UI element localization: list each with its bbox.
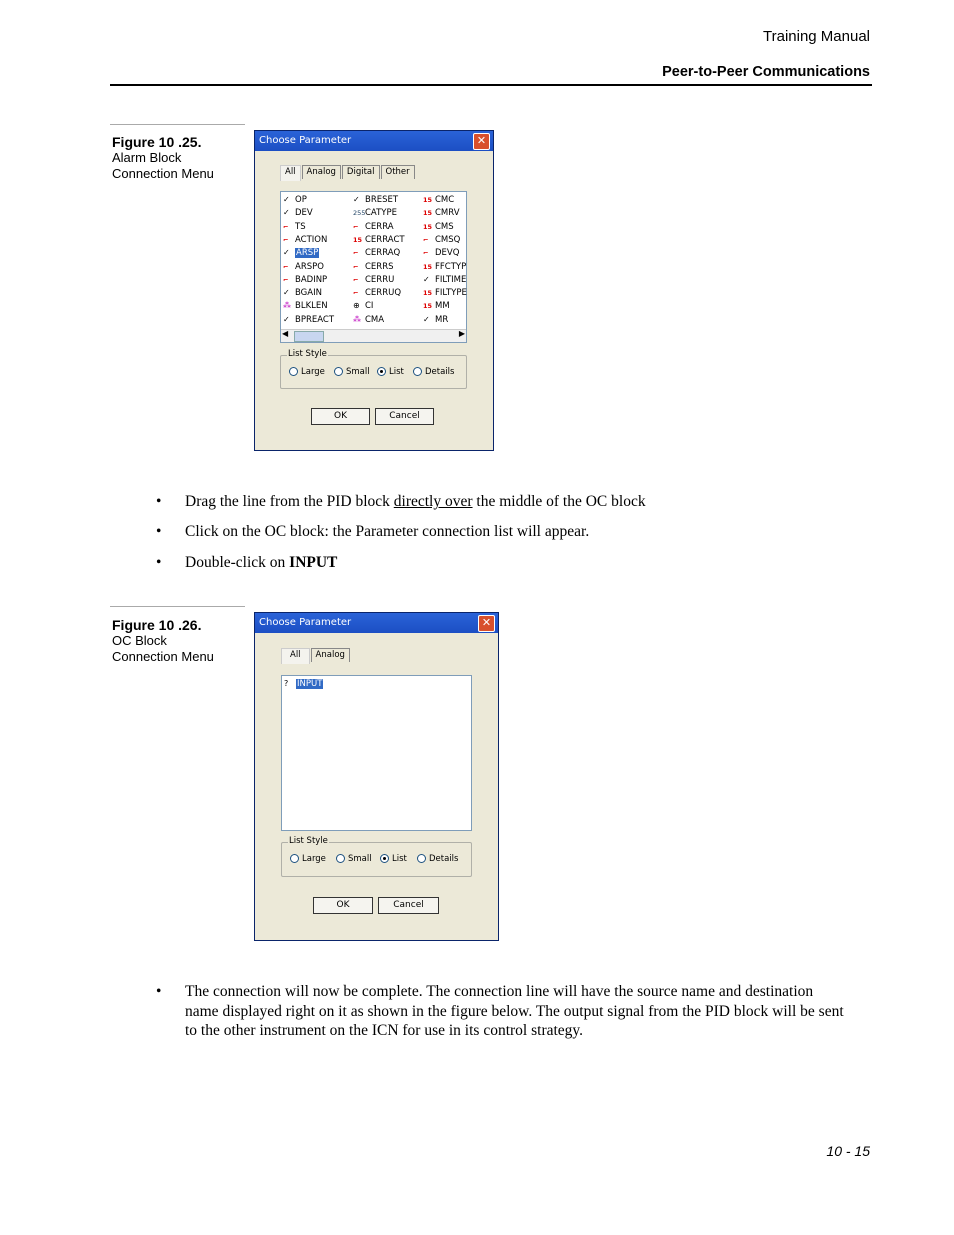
list-item[interactable]	[423, 221, 454, 233]
list-item[interactable]	[284, 678, 323, 690]
list-item-label: CERRACT	[365, 234, 405, 245]
list-item-label: BRESET	[365, 195, 399, 205]
cancel-button[interactable]: Cancel	[375, 408, 434, 425]
tab-all[interactable]: All	[281, 648, 310, 664]
tab-all[interactable]: All	[280, 165, 301, 181]
list-item-label: CERRU	[365, 274, 395, 285]
list-item-label: CERRA	[365, 221, 394, 232]
page-number: 10 - 15	[826, 1143, 870, 1159]
tab-strip	[281, 648, 351, 663]
figure-number: Figure 10 .25.	[112, 134, 202, 150]
list-item-label: INPUT	[297, 679, 323, 689]
parameter-type-icon: 15	[423, 262, 433, 271]
list-item-label: BLKLEN	[295, 301, 328, 312]
list-item[interactable]	[353, 221, 394, 233]
tab-other[interactable]: Other	[381, 165, 415, 179]
list-item[interactable]	[423, 274, 466, 286]
figure-caption	[112, 134, 214, 182]
radio-list[interactable]: List	[380, 854, 407, 864]
parameter-type-icon: ⌐	[353, 262, 359, 271]
parameter-list[interactable]	[280, 191, 467, 343]
list-item-label: OP	[295, 195, 307, 205]
list-style-group	[281, 836, 472, 877]
list-item-label: ARSP	[296, 248, 319, 259]
radio-details[interactable]: Details	[413, 367, 454, 377]
list-item-label: CERRAQ	[365, 248, 401, 259]
figure-rule	[110, 124, 245, 125]
scroll-left-icon[interactable]: ◀	[282, 329, 289, 338]
list-item-label: FILTIME	[435, 274, 467, 285]
parameter-type-icon: ⌐	[353, 275, 359, 284]
list-item[interactable]	[423, 261, 466, 273]
tab-analog[interactable]: Analog	[311, 648, 350, 662]
parameter-type-icon: ⌐	[283, 222, 289, 231]
parameter-type-icon: 15	[423, 302, 433, 311]
list-item-label: CERRS	[365, 261, 394, 272]
parameter-type-icon: ✓	[283, 314, 290, 324]
radio-large[interactable]: Large	[290, 854, 326, 864]
list-item[interactable]	[283, 274, 327, 286]
list-item-label: BADINP	[295, 274, 328, 285]
group-label: List Style	[289, 836, 328, 846]
parameter-type-icon: ✓	[423, 314, 430, 324]
scroll-thumb[interactable]	[294, 331, 324, 342]
parameter-type-icon: ?	[284, 679, 289, 688]
radio-details[interactable]: Details	[417, 854, 458, 864]
list-item-label: CMC	[435, 195, 455, 205]
list-item[interactable]	[353, 314, 384, 326]
bullet-icon: •	[156, 554, 162, 571]
list-style-group	[280, 349, 467, 389]
radio-list[interactable]: List	[377, 367, 404, 377]
caption-line: Connection Menu	[112, 166, 214, 181]
bullet-icon: •	[156, 523, 162, 540]
manual-title: Training Manual	[763, 28, 870, 45]
parameter-type-icon: ✓	[283, 195, 290, 204]
tab-digital[interactable]: Digital	[342, 165, 380, 179]
parameter-type-icon: ⌐	[423, 249, 429, 258]
radio-large[interactable]: Large	[289, 367, 325, 377]
figure-number: Figure 10 .26.	[112, 617, 202, 633]
header-rule	[110, 84, 872, 86]
choose-parameter-dialog	[254, 612, 499, 941]
list-item[interactable]	[283, 300, 328, 312]
list-item[interactable]	[353, 234, 405, 246]
tab-strip	[280, 165, 416, 180]
list-item-label: FILTYPE	[435, 288, 467, 299]
list-item[interactable]	[353, 300, 373, 312]
list-item-label: FFCTYP	[435, 261, 467, 272]
list-item[interactable]	[353, 287, 401, 299]
parameter-type-icon: 15	[423, 222, 433, 231]
list-item[interactable]	[283, 247, 319, 259]
list-item[interactable]	[423, 314, 448, 326]
list-item[interactable]	[423, 234, 460, 246]
list-item-label: BPREACT	[295, 314, 335, 325]
emphasis-text: directly over	[393, 493, 473, 510]
close-button[interactable]: ✕	[473, 133, 490, 150]
list-item-label: MR	[435, 314, 449, 325]
parameter-type-icon: 15	[353, 235, 363, 244]
parameter-type-icon: ✓	[423, 274, 430, 284]
parameter-type-icon: ✓	[283, 288, 290, 298]
parameter-type-icon: ⁂	[283, 301, 291, 311]
parameter-type-icon: ⁂	[353, 314, 361, 324]
ok-button[interactable]: OK	[313, 897, 373, 914]
list-item-label: CATYPE	[365, 208, 397, 219]
list-item-label: CMA	[365, 314, 385, 325]
list-item-label: CMSQ	[435, 234, 461, 245]
figure-rule	[110, 606, 245, 607]
parameter-type-icon: ⌐	[283, 275, 289, 284]
figure-caption	[112, 617, 214, 665]
scroll-right-icon[interactable]: ▶	[458, 329, 465, 338]
list-item-label: DEV	[295, 208, 313, 219]
list-item[interactable]	[353, 194, 398, 206]
list-item[interactable]	[283, 234, 327, 246]
parameter-type-icon: ⌐	[423, 235, 429, 244]
parameter-type-icon: ⌐	[283, 262, 289, 271]
list-item-label: CI	[365, 301, 374, 312]
list-item[interactable]	[283, 194, 307, 206]
parameter-type-icon: 15	[423, 196, 433, 204]
list-item[interactable]	[283, 207, 313, 219]
list-item[interactable]	[423, 300, 450, 312]
caption-line: OC Block	[112, 633, 167, 648]
parameter-type-icon: ✓	[353, 195, 360, 204]
list-item[interactable]	[283, 314, 334, 326]
list-item[interactable]	[283, 221, 306, 233]
close-button[interactable]: ✕	[478, 615, 495, 632]
list-item-label: CMRV	[435, 208, 460, 219]
bold-text: INPUT	[289, 554, 338, 571]
section-title: Peer-to-Peer Communications	[662, 64, 870, 80]
bullet-icon: •	[156, 493, 162, 510]
parameter-type-icon: 255	[353, 209, 366, 218]
caption-line: Alarm Block	[112, 150, 182, 165]
list-item-label: ARSPO	[295, 261, 324, 272]
dialog-title: Choose Parameter	[255, 613, 498, 633]
parameter-type-icon: ✓	[283, 208, 290, 218]
list-item-label: BGAIN	[295, 288, 322, 299]
list-item[interactable]	[283, 287, 322, 299]
cancel-button[interactable]: Cancel	[378, 897, 439, 914]
choose-parameter-dialog	[254, 130, 494, 451]
ok-button[interactable]: OK	[311, 408, 370, 425]
list-item-label: TS	[295, 221, 306, 232]
list-item[interactable]	[423, 207, 460, 219]
list-item[interactable]	[353, 274, 394, 286]
list-item-label: CMS	[435, 221, 454, 232]
caption-line: Connection Menu	[112, 649, 214, 664]
parameter-type-icon: ✓	[283, 248, 290, 258]
parameter-type-icon: ⌐	[353, 289, 359, 298]
list-item[interactable]	[423, 287, 467, 299]
bullet-icon: •	[156, 983, 162, 1000]
list-item[interactable]	[353, 207, 397, 219]
parameter-type-icon: ⊕	[353, 301, 360, 311]
parameter-list[interactable]	[281, 675, 472, 831]
parameter-type-icon: 15	[423, 289, 433, 298]
parameter-type-icon: 15	[423, 209, 433, 218]
parameter-type-icon: ⌐	[353, 222, 359, 231]
parameter-type-icon: ⌐	[353, 249, 359, 258]
list-item[interactable]	[423, 247, 459, 259]
list-item-label: DEVQ	[435, 248, 460, 259]
tab-analog[interactable]: Analog	[302, 165, 341, 179]
group-label: List Style	[288, 349, 327, 359]
list-item-label: CERRUQ	[365, 288, 402, 299]
horizontal-scrollbar[interactable]	[281, 329, 466, 342]
list-item-label: ACTION	[295, 234, 328, 245]
list-item[interactable]	[353, 261, 394, 273]
list-item[interactable]	[423, 194, 454, 206]
list-item-label: MM	[435, 301, 450, 312]
list-item[interactable]	[353, 247, 400, 259]
parameter-type-icon: ⌐	[283, 235, 289, 244]
radio-small[interactable]: Small	[336, 854, 372, 864]
list-item[interactable]	[283, 261, 324, 273]
radio-small[interactable]: Small	[334, 367, 370, 377]
dialog-title: Choose Parameter	[255, 131, 493, 151]
